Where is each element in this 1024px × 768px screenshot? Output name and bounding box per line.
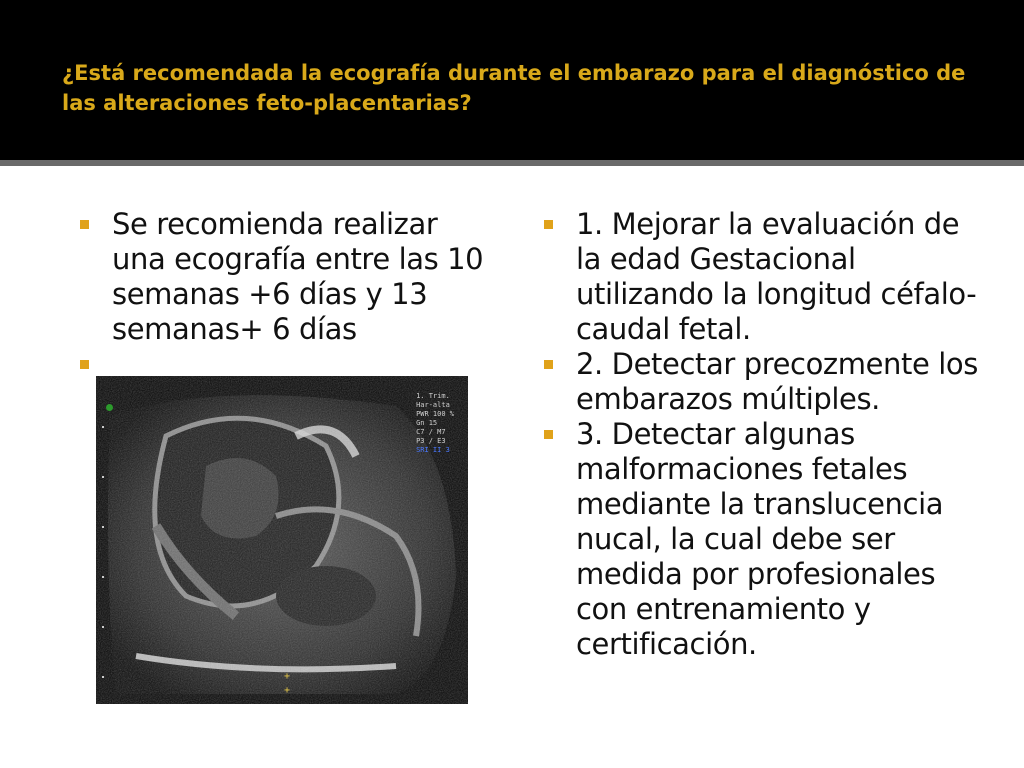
scan-param: C7 / M7 (416, 428, 446, 436)
left-bullet-list (76, 207, 496, 382)
orientation-marker-icon (106, 404, 113, 411)
scan-param: 1. Trim. (416, 392, 450, 400)
scan-param: P3 / E3 (416, 437, 446, 445)
bullet-text: 2. Detectar precozmente los embarazos múltiples. (576, 347, 978, 416)
slide-content (0, 169, 1024, 768)
fetus-ultrasound-scan (96, 376, 468, 704)
list-item (540, 347, 980, 417)
caliper-icon: + (284, 685, 291, 696)
list-item (540, 417, 980, 662)
right-column (540, 207, 980, 662)
ultrasound-image (96, 376, 468, 704)
scan-param: PWR 100 % (416, 410, 454, 418)
right-bullet-list (540, 207, 980, 662)
caliper-icon: + (284, 671, 291, 682)
scan-param: Har-alta (416, 401, 450, 409)
bullet-text: 3. Detectar algunas malformaciones fetales mediante la translucencia nucal, la cual debe ser medida por profesionales con entrenamiento y certificación. (576, 417, 944, 661)
scan-param: SRI II 3 (416, 446, 450, 454)
list-item (76, 207, 496, 347)
bullet-icon (80, 360, 89, 369)
left-column (76, 207, 496, 382)
slide-title: ¿Está recomendada la ecografía durante el embarazo para el diagnóstico de las alteraciones feto-placentarias? (62, 61, 966, 115)
bullet-text: 1. Mejorar la evaluación de la edad Gestacional utilizando la longitud céfalo-caudal fetal. (576, 207, 977, 346)
bullet-icon (544, 220, 553, 229)
bullet-text: Se recomienda realizar una ecografía entre las 10 semanas +6 días y 13 semanas+ 6 días (112, 207, 484, 346)
list-item (540, 207, 980, 347)
bullet-icon (80, 220, 89, 229)
scan-param: Gn 15 (416, 419, 438, 427)
bullet-icon (544, 360, 553, 369)
scan-parameters (416, 392, 454, 455)
title-bar (0, 0, 1024, 160)
bullet-icon (544, 430, 553, 439)
